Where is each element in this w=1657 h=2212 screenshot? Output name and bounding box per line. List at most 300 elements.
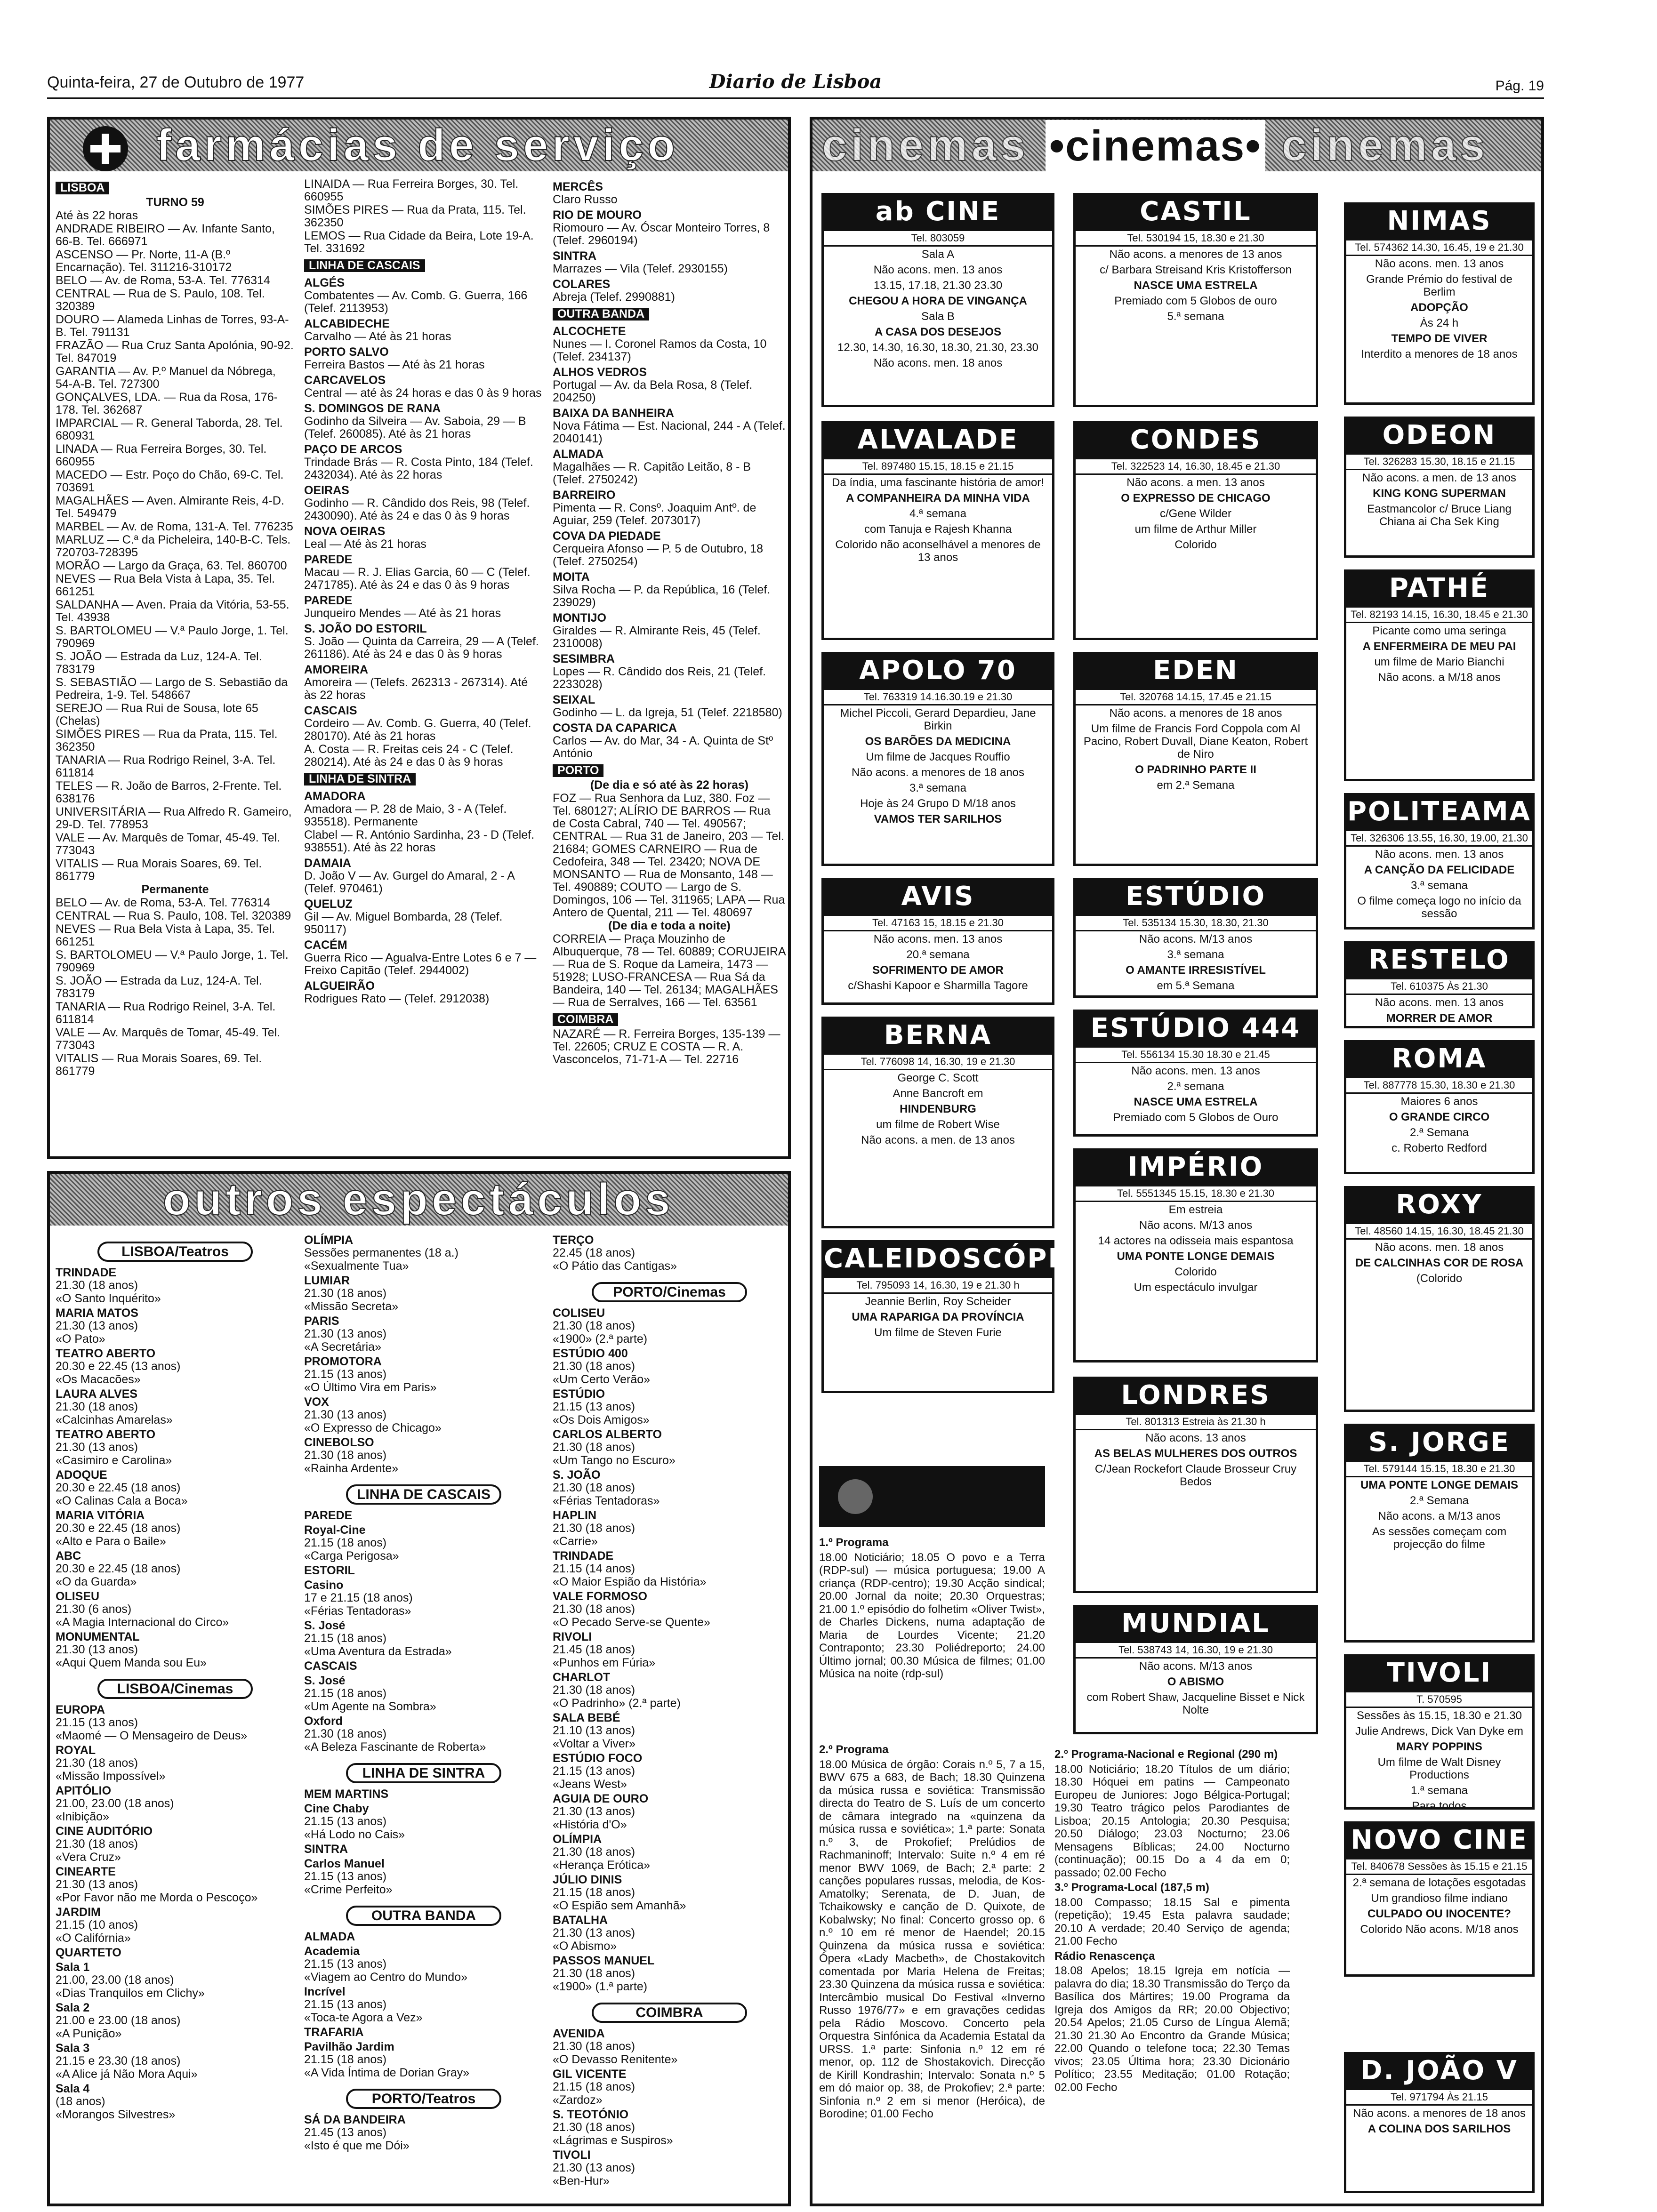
list-item: «O Maior Espião da História»	[553, 1575, 707, 1588]
cinema-title: LONDRES	[1076, 1379, 1316, 1415]
list-item: 21.30 (18 anos)	[304, 1727, 387, 1740]
cinema-line: em 5.ª Semana	[1157, 979, 1235, 992]
cinema-box	[1073, 1377, 1318, 1593]
cinema-line: Colorido Não acons. M/18 anos	[1360, 1923, 1519, 1936]
list-item: 21.30 (13 anos)	[56, 1643, 138, 1656]
list-item: Silva Rocha — P. da República, 16 (Telef. 239029)	[553, 583, 771, 609]
cinema-line: ADOPÇÃO	[1410, 301, 1468, 314]
list-item: «Dias Tranquilos em Clichy»	[56, 1987, 205, 2000]
list-item: 21.15 (13 anos)	[553, 1764, 635, 1778]
cinema-line: TEMPO DE VIVER	[1391, 332, 1488, 345]
cinema-line: Premiado com 5 Globos de ouro	[1114, 295, 1277, 307]
list-item: 21.30 (18 anos)	[553, 1319, 635, 1332]
list-item: 21.30 (6 anos)	[56, 1603, 132, 1616]
list-item: «Carrie»	[553, 1535, 598, 1548]
list-item: Carlos — Av. do Mar, 34 - A. Quinta de Stº António	[553, 734, 773, 760]
section-pill: PORTO/Teatros	[346, 2089, 501, 2109]
list-item: Pimenta — R. Consº. Joaquim Antº. de Aguiar, 259 (Telef. 2073017)	[553, 501, 756, 527]
list-item: SIMÕES PIRES — Rua da Prata, 115. Tel. 362350	[56, 728, 278, 753]
cinema-line: MARY POPPINS	[1396, 1740, 1482, 1753]
cinema-line: George C. Scott	[897, 1072, 979, 1084]
town-name: ALGUEIRÃO	[304, 979, 375, 993]
list-item: Rodrigues Rato — (Telef. 2912038)	[304, 992, 490, 1005]
town-name: BAIXA DA BANHEIRA	[553, 407, 674, 420]
venue-name: PROMOTORA	[304, 1355, 382, 1368]
list-item: 21.15 (13 anos)	[56, 1716, 138, 1729]
cinema-line: O EXPRESSO DE CHICAGO	[1121, 492, 1271, 505]
cinema-box	[1073, 193, 1318, 407]
venue-name: VOX	[304, 1395, 329, 1409]
town-name: MONTIJO	[553, 611, 606, 625]
venue-name: Sala 4	[56, 2082, 90, 2095]
list-item: «História d'O»	[553, 1818, 627, 1831]
cinema-tel: Tel. 322523 14, 16.30, 18.45 e 21.30	[1076, 459, 1316, 475]
cinema-line: c/ Barbara Streisand Kris Kristofferson	[1100, 264, 1292, 276]
cinema-line: 3.ª semana	[909, 782, 966, 794]
list-item: 21.30 (18 anos)	[553, 2040, 635, 2053]
town-name: ALMADA	[553, 448, 604, 461]
list-item: 21.15 (18 anos)	[304, 1632, 387, 1645]
venue-name: OLÍMPIA	[304, 1234, 354, 1247]
list-item: VITALIS — Rua Morais Soares, 69. Tel. 861779	[56, 857, 262, 883]
cinema-line: c. Roberto Redford	[1392, 1142, 1487, 1154]
list-item: Abreja (Telef. 2990881)	[553, 290, 675, 304]
venue-name: MONUMENTAL	[56, 1630, 140, 1643]
cinema-title: ODEON	[1346, 419, 1532, 455]
list-item: «Crime Perfeito»	[304, 1883, 393, 1896]
list-item: LINAIDA — Rua Ferreira Borges, 30. Tel. 660955	[304, 177, 519, 203]
list-item: NEVES — Rua Bela Vista à Lapa, 35. Tel. 661251	[56, 572, 275, 598]
radio-programa-3	[1054, 1746, 1290, 2203]
list-item: MARBEL — Av. de Roma, 131-A. Tel. 776235	[56, 520, 293, 533]
venue-name: S. JOÃO	[553, 1468, 601, 1482]
cinema-box	[1344, 2052, 1535, 2193]
list-item: 21.30 (18 anos)	[304, 1287, 387, 1300]
list-item: 20.30 e 22.45 (18 anos)	[56, 1522, 181, 1535]
list-item: «A Vida Íntima de Dorian Gray»	[304, 2066, 470, 2079]
list-item: 21.00 e 23.00 (18 anos)	[56, 2014, 181, 2027]
town-name: AMADORA	[304, 790, 366, 803]
section-heading: LINHA DE SINTRA	[304, 773, 416, 785]
venue-name: SÁ DA BANDEIRA	[304, 2113, 406, 2126]
venue-name: ABC	[56, 1549, 81, 1563]
list-item: Riomouro — Av. Óscar Monteiro Torres, 8 (Telef. 2960194)	[553, 221, 770, 247]
list-item: Marrazes — Vila (Telef. 2930155)	[553, 262, 728, 275]
cinema-line: 3.ª semana	[1167, 948, 1224, 961]
list-item: 21.00, 23.00 (18 anos)	[56, 1973, 174, 1987]
town-name: PAREDE	[304, 594, 353, 607]
farmacias-section	[47, 117, 791, 1159]
cinema-line: Não acons. men. 13 anos	[873, 933, 1003, 946]
cinema-line: NASCE UMA ESTRELA	[1134, 1096, 1258, 1108]
list-item: 17 e 21.15 (18 anos)	[304, 1591, 413, 1604]
cinema-line: Um filme de Jacques Rouffio	[866, 751, 1010, 763]
list-item: «O Pato»	[56, 1332, 105, 1346]
venue-name: ADOQUE	[56, 1468, 107, 1482]
section-heading: LISBOA	[56, 182, 109, 194]
cinema-line: 2.ª semana de lotações esgotadas	[1352, 1876, 1526, 1889]
cinema-line: Não acons. a men. de 13 anos	[1362, 472, 1516, 484]
cinema-line: Grande Prémio do festival de Berlim	[1366, 273, 1512, 298]
list-subheading: TURNO 59	[146, 196, 204, 209]
venue-name: Royal-Cine	[304, 1523, 366, 1537]
cinema-line: UMA PONTE LONGE DEMAIS	[1360, 1479, 1519, 1491]
radio-text: 18.08 Apelos; 18.15 Igreja em notícia — palavra do dia; 18.30 Transmissão do Terço da Basílica dos Mártires; 19.00 Programa da Igreja dos Amigos da RR; 20.00 Objectivo; 20.54 Apelos; 21.05 Curso de Língua Alemã; 21.30 21.30 Ao Encontro da Grande Música; 22.00 Quando o telefone toca; 22.30 Temas vivos; 23.05 Última hora; 23.30 Dicionário Político; 23.55 Meditação; 01.00 Rotação; 02.00 Fecho	[1054, 1964, 1290, 2094]
list-item: TANARIA — Rua Rodrigo Reinel, 3-A. Tel. 611814	[56, 753, 276, 779]
cinema-line: Um filme de Walt Disney Productions	[1377, 1756, 1501, 1781]
cinema-line: CULPADO OU INOCENTE?	[1367, 1907, 1511, 1920]
list-item: S. JOÃO — Estrada da Luz, 124-A. Tel. 783179	[56, 650, 262, 676]
farmacias-col-2	[304, 178, 543, 1152]
list-item: Amoreira — (Telefs. 262313 - 267314). Até às 22 horas	[304, 676, 528, 702]
venue-name: TEATRO ABERTO	[56, 1347, 156, 1360]
cinema-title: APOLO 70	[824, 654, 1052, 690]
radio-programa-1	[819, 1534, 1045, 1741]
cinema-line: 4.ª semana	[909, 507, 966, 520]
list-item: «Uma Aventura da Estrada»	[304, 1645, 452, 1658]
cinema-line: Colorido não aconselhável a menores de 13 anos	[835, 538, 1041, 564]
list-item: BELO — Av. de Roma, 53-A. Tel. 776314	[56, 896, 270, 909]
list-item: LINADA — Rua Ferreira Borges, 30. Tel. 660955	[56, 442, 267, 468]
list-item: (18 anos)	[56, 2095, 105, 2108]
cinema-line: Não acons. men. 13 anos	[1375, 996, 1504, 1009]
town-name: ALCOCHETE	[553, 325, 626, 338]
section-pill: LISBOA/Teatros	[97, 1242, 253, 1262]
cinema-line: Um espectáculo invulgar	[1134, 1281, 1258, 1294]
cinema-line: Sessões às 15.15, 18.30 e 21.30	[1357, 1709, 1522, 1722]
venue-name: AGUIA DE OURO	[553, 1792, 649, 1805]
cinema-tel: Tel. 574362 14.30, 16.45, 19 e 21.30	[1346, 240, 1532, 256]
cinema-tel: Tel. 803059	[824, 231, 1052, 247]
cinema-box	[1344, 1654, 1535, 1810]
cinema-title: ESTÚDIO	[1076, 880, 1316, 916]
cinema-tel: Tel. 326283 15.30, 18.15 e 21.15	[1346, 455, 1532, 470]
cinema-line: Não acons. a men. de 13 anos	[861, 1134, 1015, 1146]
list-item: «Punhos em Fúria»	[553, 1656, 656, 1669]
section-heading: COIMBRA	[553, 1013, 618, 1026]
cinema-line: 12.30, 14.30, 16.30, 18.30, 21.30, 23.30	[837, 341, 1039, 354]
section-heading: PORTO	[553, 764, 603, 777]
cinema-line: Sala B	[921, 310, 955, 323]
list-item: Ferreira Bastos — Até às 21 horas	[304, 358, 485, 371]
cinema-line: Não acons. 13 anos	[1145, 1432, 1246, 1444]
cinema-title: D. JOÃO V	[1346, 2054, 1532, 2090]
cinema-line: Às 24 h	[1420, 317, 1459, 329]
list-item: 21.30 (18 anos)	[56, 1837, 138, 1851]
venue-name: TRAFARIA	[304, 2026, 364, 2039]
list-item: VALE — Av. Marquês de Tomar, 45-49. Tel. 773043	[56, 1026, 281, 1052]
venue-name: Casino	[304, 1579, 344, 1592]
venue-name: ALMADA	[304, 1930, 355, 1943]
list-item: D. João V — Av. Gurgel do Amaral, 2 - A (Telef. 970461)	[304, 869, 515, 895]
cinema-tel: Tel. 47163 15, 18.15 e 21.30	[824, 916, 1052, 931]
venue-name: TIVOLI	[553, 2148, 591, 2162]
town-name: ALGÉS	[304, 276, 345, 289]
venue-name: ESTÚDIO	[553, 1387, 605, 1401]
farmacias-col-3	[553, 178, 786, 1152]
list-item: UNIVERSITÁRIA — Rua Alfredo R. Gameiro, 29-D. Tel. 778953	[56, 805, 292, 831]
venue-name: MARIA MATOS	[56, 1306, 138, 1320]
cinema-box	[1073, 878, 1318, 998]
venue-name: CINEARTE	[56, 1865, 116, 1878]
cinema-line: 2.ª semana	[1167, 1080, 1224, 1093]
cinema-line: As sessões começam com projecção do filme	[1372, 1525, 1507, 1551]
list-item: 20.30 e 22.45 (13 anos)	[56, 1360, 181, 1373]
cinema-line: KING KONG SUPERMAN	[1373, 487, 1506, 500]
cinema-tel: Tel. 326306 13.55, 16.30, 19.00, 21.30	[1346, 831, 1532, 847]
venue-name: PASSOS MANUEL	[553, 1954, 655, 1967]
list-item: CORREIA — Praça Mouzinho de Albuquerque, 78 — Tel. 60889; CORUJEIRA — Rua de S. Roque da Lameira, 1473 — 51928; LUSO-FRANCESA — Rua Sá da Bandeira, 140 — Tel. 26134; MAGALHÃES — Rua de Serralves, 166 — Tel. 63561	[553, 932, 786, 1009]
venue-name: Academia	[304, 1945, 360, 1958]
venue-name: CASCAIS	[304, 1659, 357, 1673]
list-item: Godinho — R. Cândido dos Reis, 98 (Telef. 2430090). Até às 24 e das 0 às 9 horas	[304, 497, 530, 522]
list-item: «A Punição»	[56, 2027, 122, 2040]
cinema-box	[821, 1240, 1083, 1393]
list-item: «Sexualmente Tua»	[304, 1259, 409, 1273]
cinema-line: Não acons. a M/18 anos	[1378, 671, 1501, 684]
cinema-box	[1073, 652, 1318, 866]
venue-name: CINE AUDITÓRIO	[56, 1825, 153, 1838]
cinema-line: c/Shashi Kapoor e Sharmilla Tagore	[848, 979, 1028, 992]
list-item: «Maomé — O Mensageiro de Deus»	[56, 1729, 248, 1742]
list-item: 21.30 (18 anos)	[56, 1279, 138, 1292]
outros-col-3	[553, 1232, 786, 2202]
list-item: Macau — R. J. Elias Garcia, 60 — C (Telef. 2471785). Até às 24 e das 0 às 9 horas	[304, 566, 531, 592]
cinema-line: Colorido	[1174, 1266, 1217, 1278]
list-item: «Férias Tentadoras»	[553, 1494, 660, 1507]
cinema-tel: Tel. 971794 Às 21.15	[1346, 2090, 1532, 2106]
town-name: NOVA OEIRAS	[304, 525, 386, 538]
list-item: 21.15 (14 anos)	[553, 1562, 635, 1575]
masthead: Diario de Lisboa	[709, 71, 882, 93]
cinema-line: 2.ª Semana	[1410, 1494, 1469, 1507]
venue-name: RIVOLI	[553, 1630, 592, 1643]
list-item: GARANTIA — Av. P.º Manuel da Nóbrega, 54-A-B. Tel. 727300	[56, 365, 276, 391]
list-item: «Os Macacões»	[56, 1373, 141, 1386]
list-item: «Casimiro e Carolina»	[56, 1454, 172, 1467]
cinema-line: A COLINA DOS SARILHOS	[1367, 2123, 1511, 2135]
list-subheading: (De dia e toda a noite)	[608, 919, 731, 932]
list-item: GONÇALVES, LDA. — Rua da Rosa, 176-178. Tel. 362687	[56, 391, 278, 417]
cinema-box	[1344, 1821, 1535, 1977]
list-item: «A Alice já Não Mora Aqui»	[56, 2068, 198, 2081]
cinema-tel: Tel. 763319 14.16.30.19 e 21.30	[824, 690, 1052, 705]
list-item: S. JOÃO — Estrada da Luz, 124-A. Tel. 783179	[56, 974, 262, 1000]
list-item: «O Expresso de Chicago»	[304, 1421, 442, 1435]
list-item: TELES — R. João de Barros, 2-Frente. Tel. 638176	[56, 779, 282, 805]
cinema-tel: T. 570595	[1346, 1692, 1532, 1708]
cinema-title: ALVALADE	[824, 424, 1052, 459]
cinema-tel: Tel. 82193 14.15, 16.30, 18.45 e 21.30	[1346, 608, 1532, 623]
cinema-line: A CANÇÃO DA FELICIDADE	[1364, 864, 1515, 876]
cinema-tel: Tel. 48560 14.15, 16.30, 18.45 21.30	[1346, 1224, 1532, 1240]
list-item: «Viagem ao Centro do Mundo»	[304, 1971, 467, 1984]
cinema-title: TIVOLI	[1346, 1657, 1532, 1692]
venue-name: PAREDE	[304, 1509, 353, 1522]
cinema-tel: Tel. 776098 14, 16.30, 19 e 21.30	[824, 1055, 1052, 1070]
list-item: S. SEBASTIÃO — Largo de S. Sebastião da Pedreira, 1-9. Tel. 548667	[56, 676, 288, 702]
list-item: «1900» (1.ª parte)	[553, 1980, 648, 1993]
radio-heading: 2.º Programa	[819, 1743, 889, 1756]
list-item: 21.15 (18 anos)	[304, 1536, 387, 1549]
list-item: Gil — Av. Miguel Bombarda, 28 (Telef. 950117)	[304, 910, 503, 936]
cinema-title: POLITEAMA	[1346, 795, 1532, 831]
cinema-tel: Tel. 579144 15.15, 18.30 e 21.30	[1346, 1462, 1532, 1477]
cinemas-ghost-right: cinemas	[1281, 120, 1489, 170]
cinema-box	[1344, 941, 1535, 1028]
list-item: «Zardoz»	[553, 2093, 603, 2107]
list-item: Lopes — R. Cândido dos Reis, 21 (Telef. 2233028)	[553, 665, 766, 691]
cinema-tel: Tel. 840678 Sessões às 15.15 e 21.15	[1346, 1859, 1532, 1875]
radio-text: 18.00 Música de órgão: Corais n.º 5, 7 a 15, BWV 675 a 683, de Bach; 18.30 Quinzena da música russa e soviética: Transmissão directa do Teatro de S. Luís de um concerto de câmara integrado na «quinzena da música russa e soviética»; 1.ª parte: Sonata n.º 3, de Prokofief; Prelúdios de Rachmaninoff; Intervalo: Suite n.º 4 em ré menor BWV 1069, de Bach; 2.ª parte: 2 canções populares russas, melodia, de Kos-Amatolky; Serenata, de D. Juan, de Tchaikowsky e canção de D. Quixote, de Kobalwsky; No final: Concerto grosso op. 6 n.º 10 em ré menor de Haendel; 20.15 Quinzena da música russa e soviética: Ópera «Lady Macbeth», de Chostakovitch comentada por Maria Helena de Freitas; 23.30 Quinzena da música russa e soviética: Intercâmbio musical Do Festival «Inverno Russo 1976/77» e em gravações cedidas pela Rádio Moscovo. Concerto pela Orquestra Sinfónica da Academia Estatal da URSS. 1.ª parte: Sinfonia n.º 12 em ré menor, op. 112 de Shostakovich. Direcção de Kirill Kondrashin; Intervalo: Sonata n.º 5 em dó maior op. 38, de Prokofiev; 2.ª parte: Sinfonia n.º 2 em si menor (Heróica), de Borodine; 01.00 Fecho	[819, 1758, 1045, 2120]
cinema-title: MUNDIAL	[1076, 1607, 1316, 1643]
radio-heading: 1.º Programa	[819, 1536, 889, 1549]
list-item: «Toca-te Agora a Vez»	[304, 2011, 423, 2024]
cinema-line: c/Gene Wilder	[1159, 507, 1232, 520]
list-item: 21.45 (18 anos)	[553, 1643, 635, 1656]
cinema-line: 5.ª semana	[1167, 310, 1224, 323]
cinema-line: Um grandioso filme indiano	[1371, 1892, 1508, 1905]
list-item: CENTRAL — Rua de S. Paulo, 108. Tel. 320389	[56, 287, 265, 313]
town-name: PAREDE	[304, 553, 353, 566]
list-item: «Morangos Silvestres»	[56, 2108, 176, 2121]
radio-text: 18.00 Noticiário; 18.20 Títulos de um diário; 18.30 Hóquei em patins — Campeonato Europeu de Juniores: Jogo Bélgica-Portugal; 19.30 Teatro trágico pelos Parodiantes de Lisboa; 20.15 Antologia; 20.30 Pesquisa; 20.50 Diálogo; 23.03 Nocturno; 23.06 Mensagens Bíblicas; 24.00 Nocturno (continuação); 00.15 Do a 4 da em 0; passado; 02.00 Fecho	[1054, 1763, 1290, 1879]
venue-name: TEATRO ABERTO	[56, 1428, 156, 1441]
cinema-box	[1344, 1040, 1535, 1174]
cinema-line: 1.ª semana	[1411, 1784, 1468, 1797]
list-item: S. BARTOLOMEU — V.ª Paulo Jorge, 1. Tel. 790969	[56, 624, 289, 650]
list-item: Carvalho — Até às 21 horas	[304, 330, 451, 343]
cinema-box	[1073, 1010, 1318, 1137]
list-item: 21.15 (13 anos)	[304, 1870, 387, 1883]
radio-heading: Rádio Renascença	[1054, 1949, 1155, 1963]
venue-name: SINTRA	[304, 1843, 348, 1856]
cinema-line: Anne Bancroft em	[893, 1087, 983, 1100]
cinema-line: em 2.ª Semana	[1157, 779, 1235, 792]
cinema-box	[1073, 421, 1318, 640]
list-item: «Rainha Ardente»	[304, 1462, 399, 1475]
cinema-title: CALEIDOSCÓPIO	[824, 1242, 1052, 1278]
list-item: 21.15 (13 anos)	[304, 1998, 387, 2011]
section-pill: LINHA DE CASCAIS	[346, 1484, 501, 1505]
list-item: BELO — Av. de Roma, 53-A. Tel. 776314	[56, 274, 270, 287]
list-item: «Um Tango no Escuro»	[553, 1454, 676, 1467]
list-item: S. João — Quinta da Carreira, 29 — A (Telef. 261186). Até às 24 e das 0 às 9 horas	[304, 635, 539, 661]
cinema-line: Não acons. a M/13 anos	[1378, 1510, 1501, 1523]
cinema-box	[821, 1017, 1054, 1228]
page-number: Pág. 19	[1495, 78, 1544, 94]
list-item: «Por Favor não me Morda o Pescoço»	[56, 1891, 258, 1904]
list-item: 21.45 (13 anos)	[304, 2126, 387, 2139]
radio-programa-2	[819, 1741, 1045, 2203]
cinema-line: Não acons. M/13 anos	[1139, 933, 1253, 946]
list-item: 21.15 (13 anos)	[304, 1957, 387, 1971]
cinema-line: Não acons. M/13 anos	[1139, 1660, 1253, 1673]
list-item: 21.30 (13 anos)	[304, 1408, 387, 1421]
list-item: Central — até às 24 horas e das 0 às 9 horas	[304, 386, 542, 400]
list-item: Godinho da Silveira — Av. Saboia, 29 — B (Telef. 260085). Até às 21 horas	[304, 415, 526, 441]
list-item: Sessões permanentes (18 a.)	[304, 1246, 458, 1259]
list-item: 20.30 e 22.45 (18 anos)	[56, 1562, 181, 1575]
list-item: «Alto e Para o Baile»	[56, 1535, 166, 1548]
town-name: BARREIRO	[553, 489, 616, 502]
venue-name: ESTÚDIO 400	[553, 1347, 628, 1360]
list-item: 21.15 (18 anos)	[304, 2053, 387, 2066]
cinema-line: A ENFERMEIRA DE MEU PAI	[1362, 640, 1516, 653]
list-item: MORÃO — Largo da Graça, 63. Tel. 860700	[56, 559, 287, 572]
cinema-line: (Colorido	[1416, 1272, 1463, 1285]
list-item: Amadora — P. 28 de Maio, 3 - A (Telef. 935518). Permanente	[304, 802, 507, 828]
town-name: SESIMBRA	[553, 652, 615, 665]
cinema-line: Premiado com 5 Globos de Ouro	[1113, 1111, 1279, 1124]
farmacias-col-1	[56, 178, 295, 1152]
cinema-line: O ABISMO	[1167, 1675, 1224, 1688]
list-item: «Herança Erótica»	[553, 1859, 651, 1872]
cinema-line: UMA RAPARIGA DA PROVÍNCIA	[852, 1311, 1024, 1323]
cinema-line: AS BELAS MULHERES DOS OUTROS	[1094, 1447, 1297, 1460]
list-item: Claro Russo	[553, 193, 618, 206]
cinema-box	[821, 421, 1054, 640]
cinema-title: S. JORGE	[1346, 1426, 1532, 1462]
cinema-tel: Tel. 530194 15, 18.30 e 21.30	[1076, 231, 1316, 247]
cinema-box	[1073, 1148, 1318, 1362]
list-item: «Inibição»	[56, 1810, 109, 1823]
list-item: Guerra Rico — Agualva-Entre Lotes 6 e 7 — Freixo Capitão (Telef. 2944002)	[304, 951, 537, 977]
cinema-title: EDEN	[1076, 654, 1316, 690]
list-item: 21.00, 23.00 (18 anos)	[56, 1797, 174, 1810]
list-item: VITALIS — Rua Morais Soares, 69. Tel. 861779	[56, 1052, 262, 1078]
cinemas-banner	[812, 120, 1541, 171]
venue-name: JARDIM	[56, 1906, 101, 1919]
cinema-title: IMPÉRIO	[1076, 1151, 1316, 1186]
cinema-title: ROXY	[1346, 1188, 1532, 1224]
cinema-line: Colorido	[1174, 538, 1217, 551]
venue-name: MEM MARTINS	[304, 1787, 389, 1801]
farmacias-title: farmácias de serviço	[156, 120, 679, 170]
list-item: 21.30 (18 anos)	[553, 1967, 635, 1980]
radio-heading: 2.º Programa-Nacional e Regional (290 m)	[1054, 1748, 1278, 1761]
venue-name: LUMIAR	[304, 1274, 350, 1287]
list-item: 21.30 (18 anos)	[553, 1441, 635, 1454]
venue-name: BATALHA	[553, 1914, 608, 1927]
list-item: MACEDO — Estr. Poço do Chão, 69-C. Tel. 703691	[56, 468, 284, 494]
cinema-box	[821, 652, 1054, 866]
cinema-tel: Tel. 610375 Às 21.30	[1346, 979, 1532, 995]
list-item: 21.15 (18 anos)	[553, 1886, 635, 1899]
header-date: Quinta-feira, 27 de Outubro de 1977	[47, 73, 305, 91]
cinema-line: Não acons. men. 18 anos	[1375, 1241, 1504, 1254]
cinema-line: Para todos	[1412, 1800, 1467, 1812]
venue-name: TERÇO	[553, 1234, 594, 1247]
cinema-line: 14 actores na odisseia mais espantosa	[1098, 1234, 1294, 1247]
venue-name: LAURA ALVES	[56, 1387, 138, 1401]
list-item: «O Devasso Renitente»	[553, 2053, 678, 2066]
list-item: «Vera Cruz»	[56, 1851, 121, 1864]
cinema-title: AVIS	[824, 880, 1052, 916]
cinema-title: CONDES	[1076, 424, 1316, 459]
list-item: «O Pátio das Cantigas»	[553, 1259, 677, 1273]
venue-name: QUARTETO	[56, 1946, 121, 1959]
list-item: «1900» (2.ª parte)	[553, 1332, 648, 1346]
list-item: «O Padrinho» (2.ª parte)	[553, 1697, 681, 1710]
list-item: «O Califórnia»	[56, 1931, 131, 1945]
list-item: Junqueiro Mendes — Até às 21 horas	[304, 607, 501, 620]
list-item: ANDRADE RIBEIRO — Av. Infante Santo, 66-B. Tel. 666971	[56, 222, 275, 248]
list-item: 21.30 (18 anos)	[553, 1603, 635, 1616]
cinema-title: RESTELO	[1346, 944, 1532, 979]
cinema-line: 13.15, 17.18, 21.30 23.30	[873, 279, 1003, 292]
list-item: 21.15 (10 anos)	[56, 1918, 138, 1931]
